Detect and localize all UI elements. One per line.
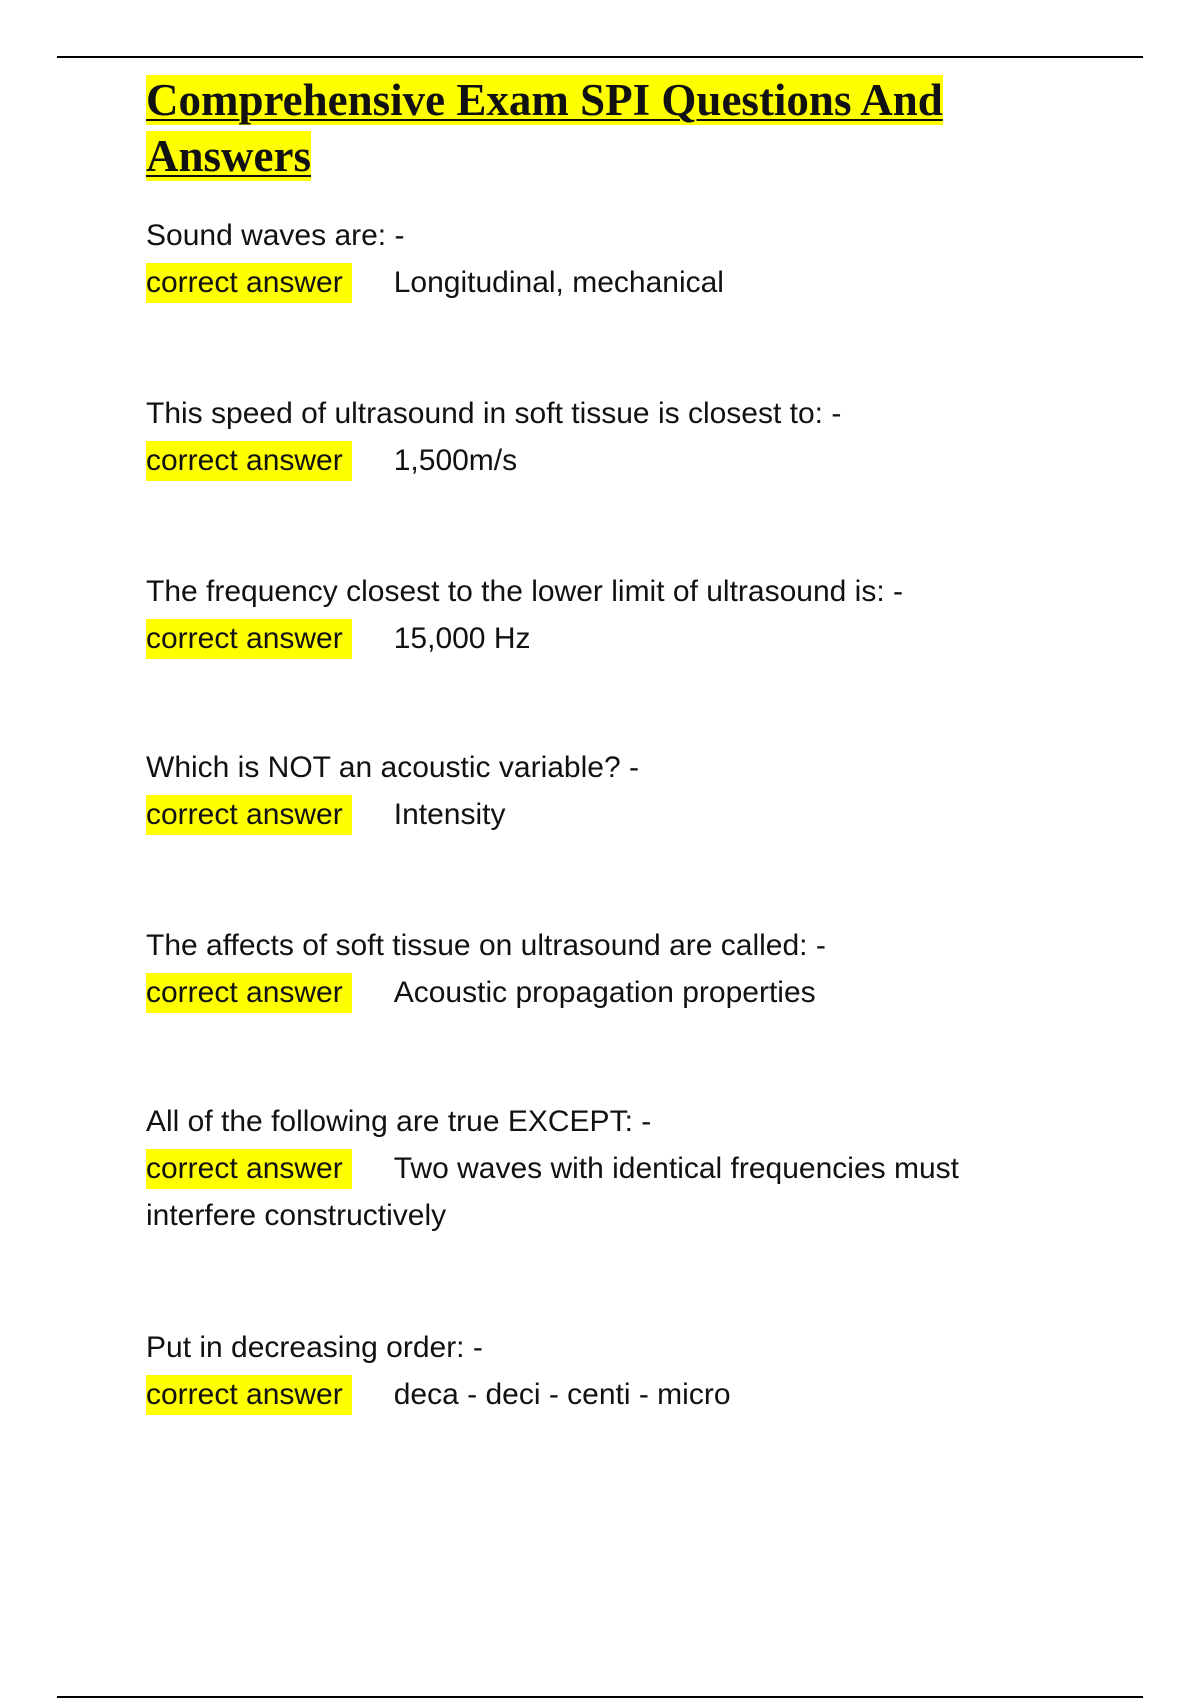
correct-answer-label: correct answer xyxy=(146,795,352,835)
correct-answer-label: correct answer xyxy=(146,619,352,659)
answer-line xyxy=(146,1144,1046,1192)
answer-text: Two waves with identical frequencies must xyxy=(393,1152,959,1186)
correct-answer-label: correct answer xyxy=(146,973,352,1013)
answer-text: Longitudinal, mechanical xyxy=(393,266,724,300)
question-text: The frequency closest to the lower limit of ultrasound is: - xyxy=(146,575,904,608)
answer-line xyxy=(146,1370,1046,1418)
answer-line xyxy=(146,790,1046,838)
document-body xyxy=(146,72,1046,1412)
correct-answer-label: correct answer xyxy=(146,1149,352,1189)
qa-item-6 xyxy=(146,1100,1046,1240)
qa-item-4 xyxy=(146,746,1046,838)
answer-line xyxy=(146,436,1046,484)
question-text: Sound waves are: - xyxy=(146,219,405,252)
top-rule xyxy=(57,56,1143,58)
answer-line xyxy=(146,258,1046,306)
answer-text: 15,000 Hz xyxy=(393,622,531,656)
document-title xyxy=(146,72,1046,184)
correct-answer-label: correct answer xyxy=(146,441,352,481)
correct-answer-label: correct answer xyxy=(146,263,352,303)
question-text: The affects of soft tissue on ultrasound are called: - xyxy=(146,929,826,962)
qa-item-2 xyxy=(146,392,1046,484)
answer-text: Acoustic propagation properties xyxy=(393,976,816,1010)
question-text: This speed of ultrasound in soft tissue is closest to: - xyxy=(146,397,842,430)
answer-line xyxy=(146,614,1046,662)
title-line-1: Comprehensive Exam SPI Questions And xyxy=(146,75,943,125)
qa-item-3 xyxy=(146,570,1046,662)
qa-item-5 xyxy=(146,924,1046,1016)
qa-item-7 xyxy=(146,1326,1046,1418)
answer-text: 1,500m/s xyxy=(393,444,518,478)
question-text: All of the following are true EXCEPT: - xyxy=(146,1105,652,1138)
title-line-2: Answers xyxy=(146,131,311,181)
correct-answer-label: correct answer xyxy=(146,1375,352,1415)
bottom-rule xyxy=(57,1696,1143,1698)
answer-text: deca - deci - centi - micro xyxy=(393,1378,731,1412)
question-text: Which is NOT an acoustic variable? - xyxy=(146,751,639,784)
answer-line xyxy=(146,968,1046,1016)
qa-item-1 xyxy=(146,214,1046,306)
answer-continuation: interfere constructively xyxy=(146,1199,447,1232)
question-text: Put in decreasing order: - xyxy=(146,1331,483,1364)
answer-text: Intensity xyxy=(393,798,506,832)
